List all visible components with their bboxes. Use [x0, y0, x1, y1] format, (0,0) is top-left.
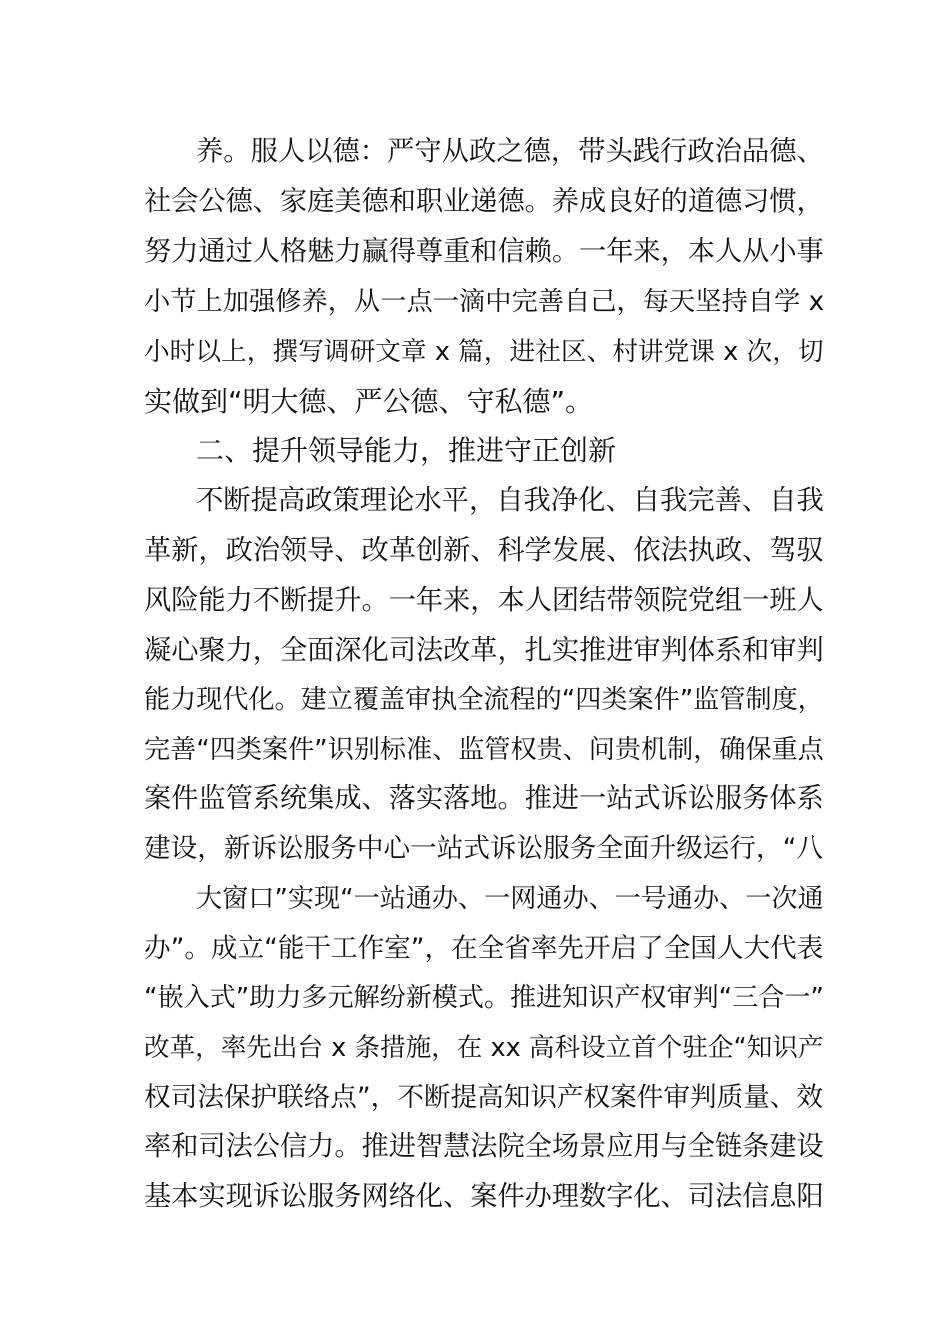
paragraph-line: “嵌入式”助力多元解纷新模式。推进知识产权审判“三合一”	[144, 983, 824, 1013]
paragraph-line: 社会公德、家庭美德和职业递德。养成良好的道德习惯，	[144, 186, 824, 217]
paragraph-line: 凝心聚力，全面深化司法改革，扎实推进审判体系和审判	[144, 635, 824, 666]
paragraph-line: 建设，新诉讼服务中心一站式诉讼服务全面升级运行，“八	[144, 833, 824, 864]
paragraph-line: 革新，政治领导、改革创新、科学发展、依法执政、驾驭	[144, 535, 824, 566]
paragraph-line: 实做到“明大德、严公德、守私德”。	[144, 385, 594, 418]
paragraph-line: 办”。成立“能干工作室”，在全省率先开启了全国人大代表	[144, 933, 824, 964]
section-heading: 二、提升领导能力，推进守正创新	[196, 434, 617, 467]
paragraph-line: 风险能力不断提升。一年来，本人团结带领院党组一班人	[144, 585, 824, 616]
paragraph-line: 改革，率先出台 x 条措施，在 xx 高科设立首个驻企“知识产	[144, 1033, 824, 1063]
paragraph-line: 小时以上，撰写调研文章 x 篇，进社区、村讲党课 x 次，切	[144, 337, 824, 367]
paragraph-line: 养。服人以德：严守从政之德，带头践行政治品德、	[196, 136, 824, 167]
paragraph-line: 案件监管系统集成、落实落地。推进一站式诉讼服务体系	[144, 783, 824, 814]
paragraph-line: 权司法保护联络点”，不断提高知识产权案件审判质量、效	[144, 1082, 824, 1113]
paragraph-line: 大窗口”实现“一站通办、一网通办、一号通办、一次通	[196, 884, 824, 914]
paragraph-line: 不断提高政策理论水平，自我净化、自我完善、自我	[196, 485, 824, 516]
paragraph-line: 完善“四类案件”识别标准、监管权贵、问贵机制，确保重点	[144, 735, 824, 765]
paragraph-line: 率和司法公信力。推进智慧法院全场景应用与全链条建设	[144, 1131, 824, 1162]
paragraph-line: 能力现代化。建立覆盖审执全流程的“四类案件”监管制度，	[144, 685, 824, 715]
paragraph-line: 小节上加强修养，从一点一滴中完善自己，每天坚持自学 x	[144, 287, 825, 317]
paragraph-line: 努力通过人格魅力赢得尊重和信赖。一年来，本人从小事	[144, 236, 824, 267]
paragraph-line: 基本实现诉讼服务网络化、案件办理数字化、司法信息阳	[144, 1181, 824, 1212]
